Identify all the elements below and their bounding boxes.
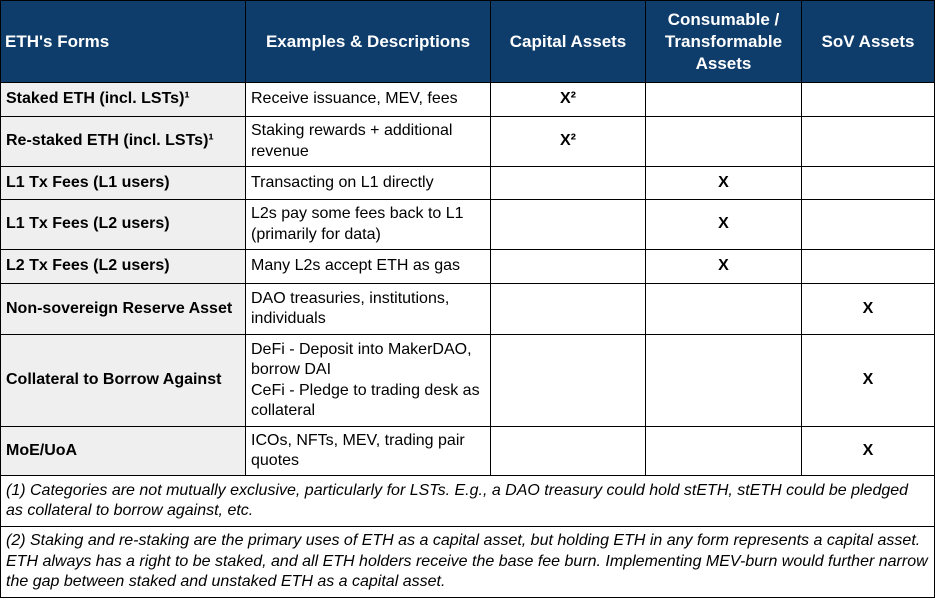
header-examples: Examples & Descriptions (246, 1, 491, 83)
form-cell: Staked ETH (incl. LSTs)¹ (1, 83, 246, 117)
header-forms: ETH's Forms (1, 1, 246, 83)
consumable-mark (646, 427, 802, 476)
form-cell: Non-sovereign Reserve Asset (1, 284, 246, 335)
form-cell: MoE/UoA (1, 427, 246, 476)
consumable-mark (646, 335, 802, 427)
table-row (1, 167, 935, 200)
capital-mark: X² (491, 83, 646, 117)
description-cell: Many L2s accept ETH as gas (246, 250, 491, 284)
form-cell: L1 Tx Fees (L2 users) (1, 200, 246, 250)
header-consumable-assets: Consumable / Transformable Assets (646, 1, 802, 83)
consumable-mark (646, 117, 802, 167)
sov-mark: X (802, 335, 935, 427)
form-cell: Collateral to Borrow Against (1, 335, 246, 427)
table-row (1, 117, 935, 167)
sov-mark: X (802, 427, 935, 476)
table-row (1, 335, 935, 427)
header-capital-assets: Capital Assets (491, 1, 646, 83)
description-cell: L2s pay some fees back to L1 (primarily for data) (246, 200, 491, 250)
consumable-mark (646, 284, 802, 335)
table-row (1, 200, 935, 250)
description-cell: ICOs, NFTs, MEV, trading pair quotes (246, 427, 491, 476)
description-cell: Transacting on L1 directly (246, 167, 491, 200)
form-cell: L2 Tx Fees (L2 users) (1, 250, 246, 284)
capital-mark (491, 335, 646, 427)
capital-mark (491, 250, 646, 284)
footnote-row (1, 527, 935, 598)
table-row (1, 83, 935, 117)
capital-mark (491, 167, 646, 200)
description-line: DeFi - Deposit into MakerDAO, borrow DAI (251, 340, 472, 378)
description-cell (246, 335, 491, 427)
form-cell: Re-staked ETH (incl. LSTs)¹ (1, 117, 246, 167)
sov-mark: X (802, 284, 935, 335)
consumable-mark (646, 83, 802, 117)
consumable-mark: X (646, 167, 802, 200)
capital-mark: X² (491, 117, 646, 167)
sov-mark (802, 83, 935, 117)
table-row (1, 250, 935, 284)
sov-mark (802, 250, 935, 284)
description-cell: Receive issuance, MEV, fees (246, 83, 491, 117)
header-row (1, 1, 935, 83)
form-cell: L1 Tx Fees (L1 users) (1, 167, 246, 200)
description-cell: Staking rewards + additional revenue (246, 117, 491, 167)
consumable-mark: X (646, 250, 802, 284)
description-line: CeFi - Pledge to trading desk as collateral (251, 381, 480, 419)
capital-mark (491, 284, 646, 335)
sov-mark (802, 167, 935, 200)
footnote-2: (2) Staking and re-staking are the primary uses of ETH as a capital asset, but holding ETH in any form represents a capital asset. ETH always has a right to be staked, and all ETH holders receive the base fee burn. Implementing MEV-burn would further narrow the gap between staked and unstaked ETH as a capital asset. (1, 527, 935, 598)
capital-mark (491, 427, 646, 476)
footnote-1: (1) Categories are not mutually exclusive, particularly for LSTs. E.g., a DAO treasury could hold stETH, stETH could be pledged as collateral to borrow against, etc. (1, 476, 935, 527)
consumable-mark: X (646, 200, 802, 250)
sov-mark (802, 200, 935, 250)
description-cell: DAO treasuries, institutions, individuals (246, 284, 491, 335)
header-sov-assets: SoV Assets (802, 1, 935, 83)
footnote-row (1, 476, 935, 527)
table-row (1, 427, 935, 476)
sov-mark (802, 117, 935, 167)
capital-mark (491, 200, 646, 250)
table-row (1, 284, 935, 335)
